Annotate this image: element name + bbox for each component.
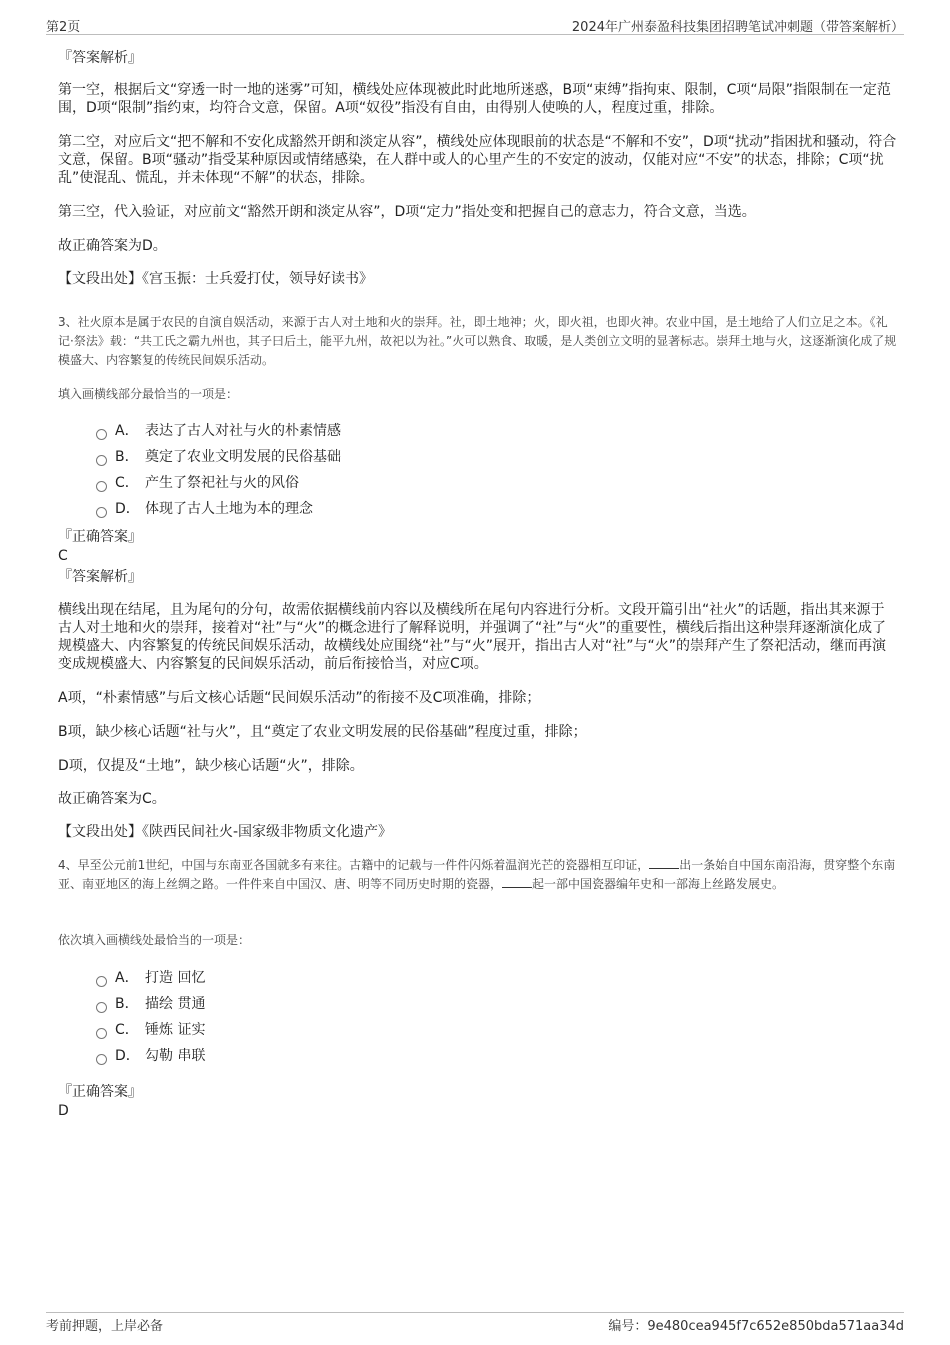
q2-source: 【文段出处】《宫玉振：士兵爱打仗，领导好读书》 bbox=[58, 271, 373, 287]
q3-option-b[interactable] bbox=[96, 443, 596, 469]
q3-source: 【文段出处】《陕西民间社火-国家级非物质文化遗产》 bbox=[58, 824, 393, 840]
q4-option-a[interactable] bbox=[96, 964, 596, 990]
q3-analysis-para2: A项，“朴素情感”与后文核心话题“民间娱乐活动”的衔接不及C项准确，排除； bbox=[58, 690, 541, 706]
option-letter: B． bbox=[115, 996, 139, 1012]
q4-option-c[interactable] bbox=[96, 1016, 596, 1042]
q4-blank-2 bbox=[502, 875, 532, 888]
option-text: 体现了古人土地为本的理念 bbox=[145, 501, 313, 517]
radio-icon[interactable] bbox=[96, 1028, 107, 1039]
q2-analysis-label: 『答案解析』 bbox=[58, 50, 142, 66]
footer-slogan: 考前押题，上岸必备 bbox=[46, 1319, 164, 1334]
option-letter: C． bbox=[115, 1022, 139, 1038]
q4-stem bbox=[58, 856, 898, 894]
option-letter: A． bbox=[115, 423, 139, 439]
radio-icon[interactable] bbox=[96, 481, 107, 492]
option-letter: D． bbox=[115, 1048, 140, 1064]
radio-icon[interactable] bbox=[96, 455, 107, 466]
option-text: 打造 回忆 bbox=[145, 970, 206, 986]
q4-options bbox=[96, 964, 596, 1068]
q3-analysis-label: 『答案解析』 bbox=[58, 569, 142, 585]
q3-analysis-para4: D项，仅提及“土地”，缺少核心话题“火”，排除。 bbox=[58, 758, 364, 774]
q4-answer: D bbox=[58, 1103, 69, 1119]
option-letter: B． bbox=[115, 449, 139, 465]
option-text: 描绘 贯通 bbox=[145, 996, 206, 1012]
q4-stem-part3: 起一部中国瓷器编年史和一部海上丝路发展史。 bbox=[532, 877, 785, 891]
q3-stem: 3、社火原本是属于农民的自演自娱活动，来源于古人对土地和火的崇拜。社，即土地神；火，即火祖，也即火神。农业中国，是土地给了人们立足之本。《礼记·祭法》载：“共工氏之霸九州也，其子曰后土，能平九州，故祀以为社。”火可以熟食、取暖，是人类创立文明的显著标志。崇拜土地与火，这逐渐演化成了规模盛大、内容繁复的传统民间娱乐活动。 bbox=[58, 315, 897, 367]
radio-icon[interactable] bbox=[96, 507, 107, 518]
q3-prompt: 填入画横线部分最恰当的一项是： bbox=[58, 387, 239, 401]
document-title: 2024年广州泰盈科技集团招聘笔试冲刺题（带答案解析） bbox=[571, 20, 904, 35]
option-text: 锤炼 证实 bbox=[145, 1022, 206, 1038]
q2-analysis-para1: 第一空，根据后文“穿透一时一地的迷雾”可知，横线处应体现被此时此地所迷惑，B项“束缚”指拘束、限制，C项“局限”指限制在一定范围，D项“限制”指约束，均符合文意，保留。A项“奴役”指没有自由，由得别人使唤的人，程度过重，排除。 bbox=[58, 82, 891, 116]
q3-analysis-para3: B项，缺少核心话题“社与火”，且“奠定了农业文明发展的民俗基础”程度过重，排除； bbox=[58, 724, 587, 740]
option-text: 产生了祭祀社与火的风俗 bbox=[145, 475, 299, 491]
q3-option-d[interactable] bbox=[96, 495, 596, 521]
q2-analysis-para2: 第二空，对应后文“把不解和不安化成豁然开朗和淡定从容”，横线处应体现眼前的状态是“不解和不安”，D项“扰动”指困扰和骚动，符合文意，保留。B项“骚动”指受某种原因或情绪感染，在人群中或人的心里产生的不安定的波动，仅能对应“不安”的状态，排除；C项“扰乱”使混乱、慌乱，并未体现“不解”的状态，排除。 bbox=[58, 134, 897, 186]
page-header bbox=[46, 14, 904, 35]
option-letter: A． bbox=[115, 970, 139, 986]
q3-answer: C bbox=[58, 548, 68, 564]
q4-answer-label: 『正确答案』 bbox=[58, 1084, 142, 1100]
page-number: 第2页 bbox=[46, 20, 81, 35]
q4-blank-1 bbox=[649, 856, 679, 869]
q4-stem-part1: 4、早至公元前1世纪，中国与东南亚各国就多有来往。古籍中的记载与一件件闪烁着温润光芒的瓷器相互印证， bbox=[58, 858, 650, 872]
radio-icon[interactable] bbox=[96, 1054, 107, 1065]
q3-answer-label: 『正确答案』 bbox=[58, 529, 142, 545]
q4-option-d[interactable] bbox=[96, 1042, 596, 1068]
q4-stem-part2: 出一条始自中国东南沿海，贯穿整个东南亚、南亚地区的海上丝绸之路。一件件来自中国汉、唐、明等不同历史时期的瓷器， bbox=[58, 858, 896, 891]
code-label: 编号： bbox=[608, 1319, 648, 1334]
q3-option-c[interactable] bbox=[96, 469, 596, 495]
page-footer bbox=[46, 1312, 904, 1335]
radio-icon[interactable] bbox=[96, 429, 107, 440]
document-code bbox=[608, 1315, 904, 1334]
q3-options bbox=[96, 417, 596, 521]
q3-option-a[interactable] bbox=[96, 417, 596, 443]
q3-analysis-para1: 横线出现在结尾，且为尾句的分句，故需依据横线前内容以及横线所在尾句内容进行分析。文段开篇引出“社火”的话题，指出其来源于古人对土地和火的崇拜，接着对“社”与“火”的概念进行了解释说明，并强调了“社”与“火”的重要性，横线后指出这种崇拜逐渐演化成了规模盛大、内容繁复的传统民间娱乐活动，故横线处应围绕“社”与“火”展开，指出古人对“社”与“火”的崇拜产生了祭祀活动，继而再演变成规模盛大、内容繁复的民间娱乐活动，前后衔接恰当，对应C项。 bbox=[58, 602, 887, 672]
option-text: 表达了古人对社与火的朴素情感 bbox=[145, 423, 341, 439]
q2-analysis-para3: 第三空，代入验证，对应前文“豁然开朗和淡定从容”，D项“定力”指处变和把握自己的意志力，符合文意，当选。 bbox=[58, 204, 756, 220]
option-letter: D． bbox=[115, 501, 140, 517]
radio-icon[interactable] bbox=[96, 1002, 107, 1013]
code-value: 9e480cea945f7c652e850bda571aa34d bbox=[647, 1319, 904, 1334]
option-letter: C． bbox=[115, 475, 139, 491]
q3-conclusion: 故正确答案为C。 bbox=[58, 791, 166, 807]
option-text: 奠定了农业文明发展的民俗基础 bbox=[145, 449, 341, 465]
q2-conclusion: 故正确答案为D。 bbox=[58, 238, 167, 254]
q4-option-b[interactable] bbox=[96, 990, 596, 1016]
radio-icon[interactable] bbox=[96, 976, 107, 987]
q4-prompt: 依次填入画横线处最恰当的一项是： bbox=[58, 933, 251, 947]
option-text: 勾勒 串联 bbox=[145, 1048, 206, 1064]
